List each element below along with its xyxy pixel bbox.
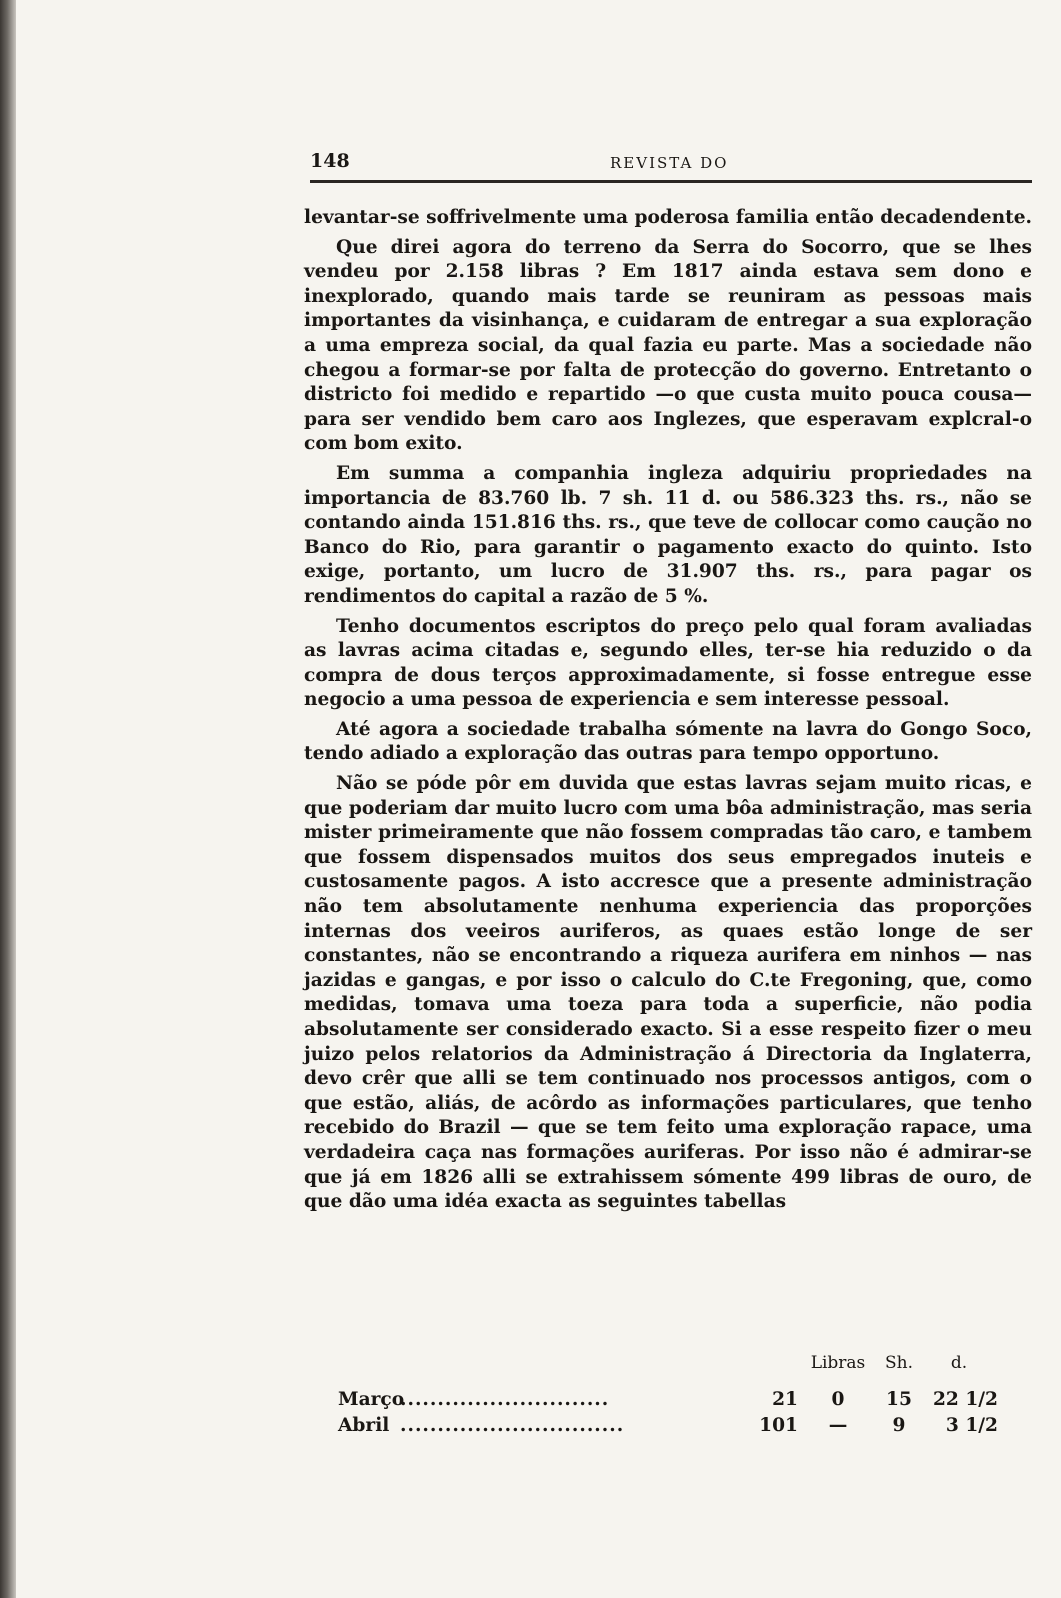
body-text: [304, 206, 1032, 1220]
cell-col3: 15: [886, 1389, 912, 1410]
paragraph: Em summa a companhia ingleza adquiriu propriedades na importancia de 83.760 lb. 7 sh. 11 d. ou 586.323 ths. rs., não se contando ainda 151.816 ths. rs., que teve de collocar como caução no Banco do Rio, para garantir o pagamento exacto do quinto. Isto exige, portanto, um lucro de 31.907 ths. rs., para pagar os rendimentos do capital a razão de 5 %.: [304, 462, 1032, 607]
column-header-sh: Sh.: [885, 1353, 913, 1373]
book-spine-edge: [0, 0, 16, 1598]
row-label: Março: [338, 1389, 405, 1410]
paragraph: Até agora a sociedade trabalha sómente na lavra do Gongo Soco, tendo adiado a exploração das outras para tempo opportuno.: [304, 718, 1032, 765]
running-title: REVISTA DO: [610, 154, 729, 172]
paragraph: Tenho documentos escriptos do preço pelo qual foram avaliadas as lavras acima citadas e, segundo elles, ter-se hia reduzido o da compra de dous terços approximadamente, si fosse entregue esse negocio a uma pessoa de experiencia e sem interesse pessoal.: [304, 615, 1032, 711]
cell-col2: —: [828, 1415, 848, 1436]
cell-libras: 101: [759, 1415, 798, 1436]
column-header-libras: Libras: [810, 1353, 866, 1373]
table-header-row: [338, 1353, 998, 1379]
paragraph: levantar-se soffrivelmente uma poderosa familia então decadendente.: [304, 207, 1033, 228]
cell-col2: 0: [831, 1389, 845, 1410]
header-rule: [310, 180, 1032, 183]
cell-col3: 9: [892, 1415, 906, 1436]
table-row: [338, 1389, 998, 1415]
cell-col4: 3 1/2: [945, 1415, 998, 1436]
paragraph: Não se póde pôr em duvida que estas lavras sejam muito ricas, e que poderiam dar muito lucro com uma bôa administração, mas seria mister primeiramente que não fossem compradas tão caro, e tambem que fossem dispensados muitos dos seus empregados inuteis e custosamente pagos. A isto accresce que a presente administração não tem absolutamente nenhuma experiencia das proporções internas dos veeiros auriferos, as quaes estão longe de ser constantes, não se encontrando a riqueza aurifera em ninhos — nas jazidas e gangas, e por isso o calculo do C.te Fregoning, que, como medidas, tomava uma toeza para toda a superficie, não podia absolutamente ser considerado exacto. Si a esse respeito fizer o meu juizo pelos relatorios da Administração á Directoria da Inglaterra, devo crêr que alli se tem continuado nos processos antigos, com o que estão, aliás, de acôrdo as informações particulares, que tenho recebido do Brazil — que se tem feito uma exploração rapace, uma verdadeira caça nas formações auriferas. Por isso não é admirar-se que já em 1826 alli se extrahissem sómente 499 libras de ouro, de que dão uma idéa exacta as seguintes tabellas: [304, 773, 1032, 1213]
cell-libras: 21: [772, 1389, 798, 1410]
row-label: Abril: [338, 1415, 390, 1436]
leader-dots: ............................: [400, 1389, 610, 1410]
gold-output-table: [338, 1353, 998, 1441]
page-header: [310, 150, 1030, 190]
page-number: 148: [310, 150, 350, 172]
table-row: [338, 1415, 998, 1441]
leader-dots: ..............................: [400, 1415, 625, 1436]
paragraph: Que direi agora do terreno da Serra do Socorro, que se lhes vendeu por 2.158 libras ? Em 1817 ainda estava sem dono e inexplorado, quando mais tarde se reuniram as pessoas mais importantes da visinhança, e cuidaram de entregar a sua exploração a uma empreza social, da qual fazia eu parte. Mas a sociedade não chegou a formar-se por falta de protecção do governo. Entretanto o districto foi medido e repartido —o que custa muito pouca cousa— para ser vendido bem caro aos Inglezes, que esperavam explcral-o com bom exito.: [304, 236, 1032, 455]
column-header-d: d.: [950, 1353, 968, 1373]
cell-col4: 22 1/2: [932, 1389, 998, 1410]
